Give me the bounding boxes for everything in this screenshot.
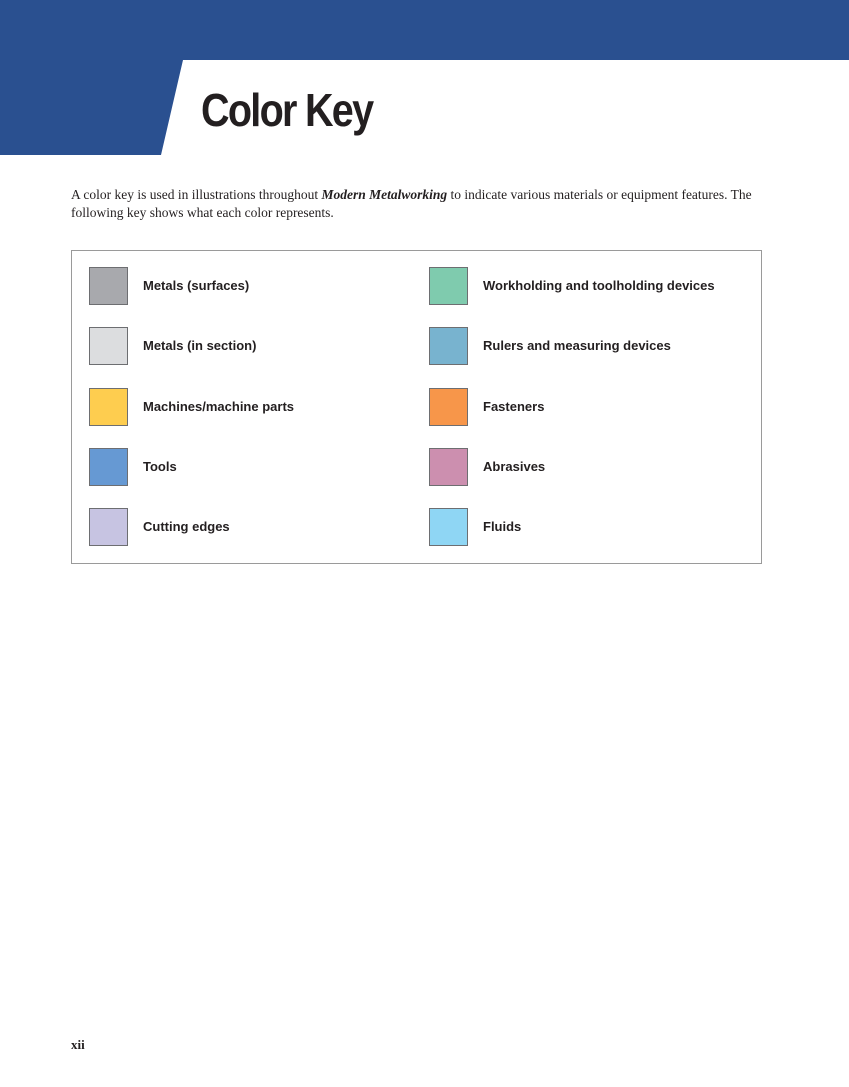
intro-paragraph <box>71 186 771 222</box>
header-banner <box>0 0 849 155</box>
intro-text-start: A color key is used in illustrations throughout <box>71 187 322 202</box>
color-key-label-cutting-edges: Cutting edges <box>143 519 230 535</box>
color-key-label-fluids: Fluids <box>483 519 522 535</box>
color-swatch-metals-section <box>89 327 128 365</box>
page-title: Color Key <box>201 84 373 136</box>
color-key-label-rulers: Rulers and measuring devices <box>483 338 671 354</box>
color-key-label-metals-surfaces: Metals (surfaces) <box>143 278 250 293</box>
color-key-label-tools: Tools <box>143 458 177 474</box>
color-swatch-machines <box>89 388 128 426</box>
color-swatch-tools <box>89 448 128 486</box>
color-key-label-workholding: Workholding and toolholding devices <box>483 278 715 293</box>
color-key-label-machines: Machines/machine parts <box>143 398 294 414</box>
header-banner-shape <box>0 0 849 155</box>
color-swatch-metals-surfaces <box>89 267 128 305</box>
color-key-label-abrasives: Abrasives <box>483 458 546 474</box>
color-swatch-abrasives <box>429 448 468 486</box>
book-title: Modern Metalworking <box>321 187 448 202</box>
color-swatch-fasteners <box>429 388 468 426</box>
color-swatch-workholding <box>429 267 468 305</box>
intro-text-end: to indicate various materials or equipment features. The following key shows what each color represents. <box>71 187 752 220</box>
color-key-label-metals-section: Metals (in section) <box>143 338 257 354</box>
color-swatch-fluids <box>429 508 468 546</box>
color-swatch-rulers <box>429 327 468 365</box>
color-key-label-fasteners: Fasteners <box>483 398 545 414</box>
page-number: xii <box>71 1037 85 1052</box>
color-swatch-cutting-edges <box>89 508 128 546</box>
color-key-box <box>71 250 762 564</box>
